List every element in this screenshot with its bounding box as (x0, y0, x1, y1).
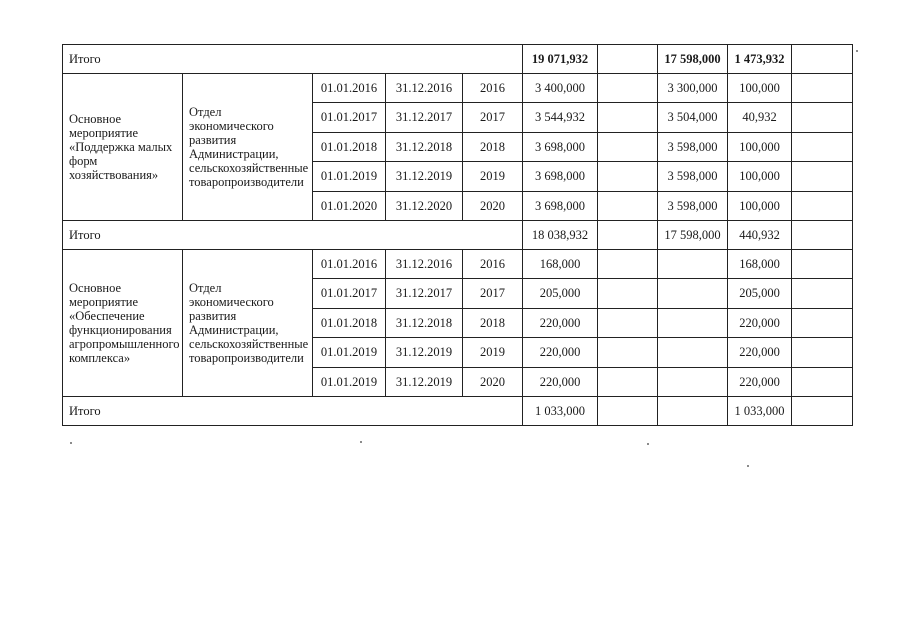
year-cell: 2017 (463, 103, 523, 133)
year-cell: 2019 (463, 338, 523, 368)
start-date: 01.01.2017 (313, 279, 386, 309)
col2-cell: 3 598,000 (658, 133, 728, 162)
end-date: 31.12.2017 (386, 103, 463, 133)
total-label: Итого (63, 221, 523, 250)
total-empty-cell (598, 221, 658, 250)
empty-cell (598, 192, 658, 221)
total-empty-cell (792, 397, 853, 426)
total-empty-cell (792, 221, 853, 250)
year-cell: 2020 (463, 368, 523, 397)
total-col3: 1 473,932 (728, 45, 792, 74)
end-date: 31.12.2017 (386, 279, 463, 309)
scan-speck (360, 441, 362, 443)
end-date: 31.12.2018 (386, 309, 463, 338)
col3-cell: 220,000 (728, 338, 792, 368)
col3-cell: 100,000 (728, 162, 792, 192)
empty-cell (598, 162, 658, 192)
sum-cell: 3 544,932 (523, 103, 598, 133)
executor-name: Отдел экономического развития Администрации, сельскохозяйственные товаропроизводители (183, 74, 313, 221)
start-date: 01.01.2019 (313, 338, 386, 368)
empty-cell (598, 368, 658, 397)
start-date: 01.01.2020 (313, 192, 386, 221)
empty-cell (792, 309, 853, 338)
empty-cell (598, 338, 658, 368)
end-date: 31.12.2019 (386, 368, 463, 397)
start-date: 01.01.2018 (313, 133, 386, 162)
col2-cell: 3 598,000 (658, 162, 728, 192)
table-row (63, 250, 853, 279)
sum-cell: 3 698,000 (523, 192, 598, 221)
total-col2: 17 598,000 (658, 221, 728, 250)
sum-cell: 220,000 (523, 368, 598, 397)
empty-cell (598, 74, 658, 103)
empty-cell (792, 279, 853, 309)
sum-cell: 220,000 (523, 309, 598, 338)
empty-cell (598, 250, 658, 279)
end-date: 31.12.2016 (386, 74, 463, 103)
col3-cell: 220,000 (728, 368, 792, 397)
empty-cell (792, 103, 853, 133)
col3-cell: 100,000 (728, 192, 792, 221)
empty-cell (598, 309, 658, 338)
sum-cell: 205,000 (523, 279, 598, 309)
end-date: 31.12.2019 (386, 162, 463, 192)
empty-cell (792, 192, 853, 221)
scan-speck (856, 50, 858, 52)
total-empty-cell (792, 45, 853, 74)
total-label: Итого (63, 45, 523, 74)
scan-speck (70, 442, 72, 444)
col2-cell (658, 338, 728, 368)
sum-cell: 3 698,000 (523, 162, 598, 192)
total-col2 (658, 397, 728, 426)
start-date: 01.01.2016 (313, 74, 386, 103)
executor-name: Отдел экономического развития Администрации, сельскохозяйственные товаропроизводители (183, 250, 313, 397)
year-cell: 2018 (463, 133, 523, 162)
empty-cell (792, 338, 853, 368)
empty-cell (792, 74, 853, 103)
total-sum: 1 033,000 (523, 397, 598, 426)
year-cell: 2019 (463, 162, 523, 192)
year-cell: 2020 (463, 192, 523, 221)
year-cell: 2017 (463, 279, 523, 309)
start-date: 01.01.2019 (313, 162, 386, 192)
table-row (63, 74, 853, 103)
col2-cell: 3 504,000 (658, 103, 728, 133)
year-cell: 2016 (463, 250, 523, 279)
total-label: Итого (63, 397, 523, 426)
sum-cell: 3 698,000 (523, 133, 598, 162)
col3-cell: 168,000 (728, 250, 792, 279)
col2-cell (658, 309, 728, 338)
start-date: 01.01.2016 (313, 250, 386, 279)
col2-cell (658, 250, 728, 279)
total-col3: 1 033,000 (728, 397, 792, 426)
total-empty-cell (598, 45, 658, 74)
col2-cell: 3 598,000 (658, 192, 728, 221)
scan-speck (747, 465, 749, 467)
col3-cell: 40,932 (728, 103, 792, 133)
measure-name: Основное мероприятие «Обеспечение функционирования агропромышленного комплекса» (63, 250, 183, 397)
empty-cell (792, 133, 853, 162)
total-row-2 (63, 221, 853, 250)
col3-cell: 100,000 (728, 74, 792, 103)
sum-cell: 168,000 (523, 250, 598, 279)
total-row-3 (63, 397, 853, 426)
col3-cell: 205,000 (728, 279, 792, 309)
empty-cell (792, 250, 853, 279)
total-row-1 (63, 45, 853, 74)
total-empty-cell (598, 397, 658, 426)
empty-cell (792, 162, 853, 192)
total-sum: 18 038,932 (523, 221, 598, 250)
total-col3: 440,932 (728, 221, 792, 250)
start-date: 01.01.2017 (313, 103, 386, 133)
empty-cell (598, 133, 658, 162)
empty-cell (792, 368, 853, 397)
col2-cell (658, 368, 728, 397)
empty-cell (598, 103, 658, 133)
col2-cell (658, 279, 728, 309)
scan-speck (647, 443, 649, 445)
year-cell: 2018 (463, 309, 523, 338)
end-date: 31.12.2020 (386, 192, 463, 221)
budget-table (62, 44, 853, 426)
empty-cell (598, 279, 658, 309)
start-date: 01.01.2018 (313, 309, 386, 338)
end-date: 31.12.2018 (386, 133, 463, 162)
col2-cell: 3 300,000 (658, 74, 728, 103)
total-col2: 17 598,000 (658, 45, 728, 74)
year-cell: 2016 (463, 74, 523, 103)
col3-cell: 100,000 (728, 133, 792, 162)
col3-cell: 220,000 (728, 309, 792, 338)
sum-cell: 3 400,000 (523, 74, 598, 103)
measure-name: Основное мероприятие «Поддержка малых форм хозяйствования» (63, 74, 183, 221)
sum-cell: 220,000 (523, 338, 598, 368)
start-date: 01.01.2019 (313, 368, 386, 397)
total-sum: 19 071,932 (523, 45, 598, 74)
end-date: 31.12.2016 (386, 250, 463, 279)
end-date: 31.12.2019 (386, 338, 463, 368)
